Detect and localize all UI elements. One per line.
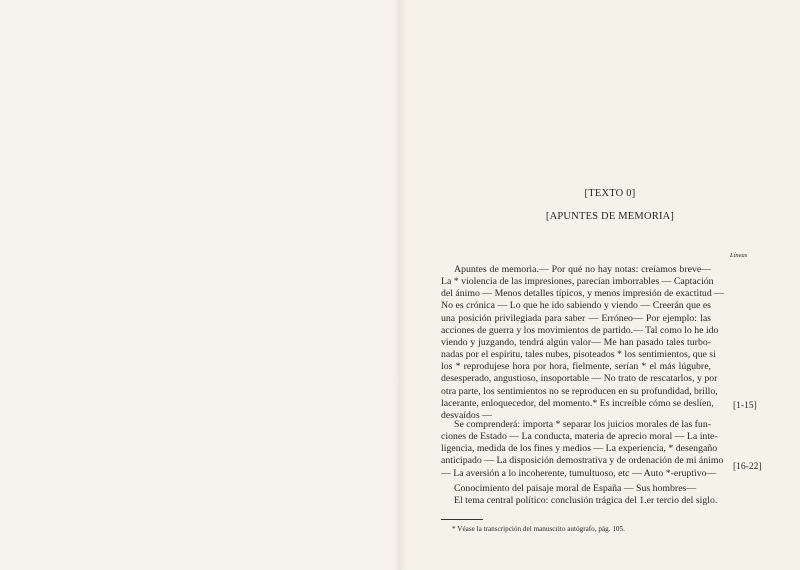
paragraph-line: — La aversión a lo incoherente, tumultuoso, etc — Auto *-eruptivo— [441, 467, 717, 479]
section-title: [APUNTES DE MEMORIA] [545, 211, 675, 222]
paragraph-line: los * reprodujese hora por hora, fielmente, serían * el más lúgubre, [441, 361, 711, 373]
paragraph-line: lacerante, enloquecedor, del momento.* Es increíble cómo se deslíen, [441, 397, 714, 409]
margin-header-lineas: Líneas [730, 252, 748, 259]
paragraph-line: viendo y juzgando, tendrá algún valor— Me han pasado tales turbo- [441, 336, 711, 348]
paragraph-line: nadas por el espíritu, tales nubes, pisoteados * los sentimientos, que si [441, 349, 716, 361]
line-reference-1: [1-15] [733, 401, 757, 411]
paragraph-line: una posición privilegiada para saber — Erróneo— Por ejemplo: las [441, 312, 711, 324]
paragraph-line: Conocimiento del paisaje moral de España — Sus hombres— [454, 483, 697, 494]
paragraph-line: desvaídos — [441, 409, 492, 421]
paragraph-1 [441, 264, 724, 422]
paragraph-line: otra parte, los sentimientos no se reproducen en su profundidad, brillo, [441, 385, 718, 397]
paragraph-line: Apuntes de memoria.— Por qué no hay notas: creíamos breve— [454, 264, 711, 275]
paragraph-line: ligencia, medida de los fines y medios — La experiencia, * desengaño [441, 443, 718, 455]
book-gutter [393, 0, 407, 570]
footnote-rule [441, 519, 483, 520]
paragraph-line: ciones de Estado — La conducta, materia de aprecio moral — La inte- [441, 431, 718, 443]
paragraph-line: anticipado — La disposición demostrativa y de ordenación de mi ánimo [441, 455, 724, 467]
paragraph-line: El tema central político: conclusión trágica del 1.er tercio del siglo. [454, 495, 718, 507]
paragraph-line: Se comprenderá: importa * separar los juicios morales de las fun- [454, 419, 711, 430]
paragraph-line: No es crónica — Lo que he ido sabiendo y viendo — Creerán que es [441, 300, 711, 312]
paragraph-2 [441, 419, 724, 480]
footnote: * Véase la transcripción del manuscrito autógrafo, pág. 105. [452, 525, 625, 533]
paragraph-line: del ánimo — Menos detalles típicos, y menos impresión de exactitud — [441, 288, 724, 300]
paragraph-3 [441, 483, 718, 507]
paragraph-line: desesperado, angustioso, insoportable — No trato de rescatarlos, y por [441, 373, 718, 385]
paragraph-line: acciones de guerra y los movimientos de partido.— Tal como lo he ido [441, 324, 719, 336]
paragraph-line: La * violencia de las impresiones, parecían imborrables — Captación [441, 276, 714, 288]
text-label-heading: [TEXTO 0] [584, 188, 636, 199]
left-page [0, 0, 395, 570]
line-reference-2: [16-22] [733, 462, 762, 472]
